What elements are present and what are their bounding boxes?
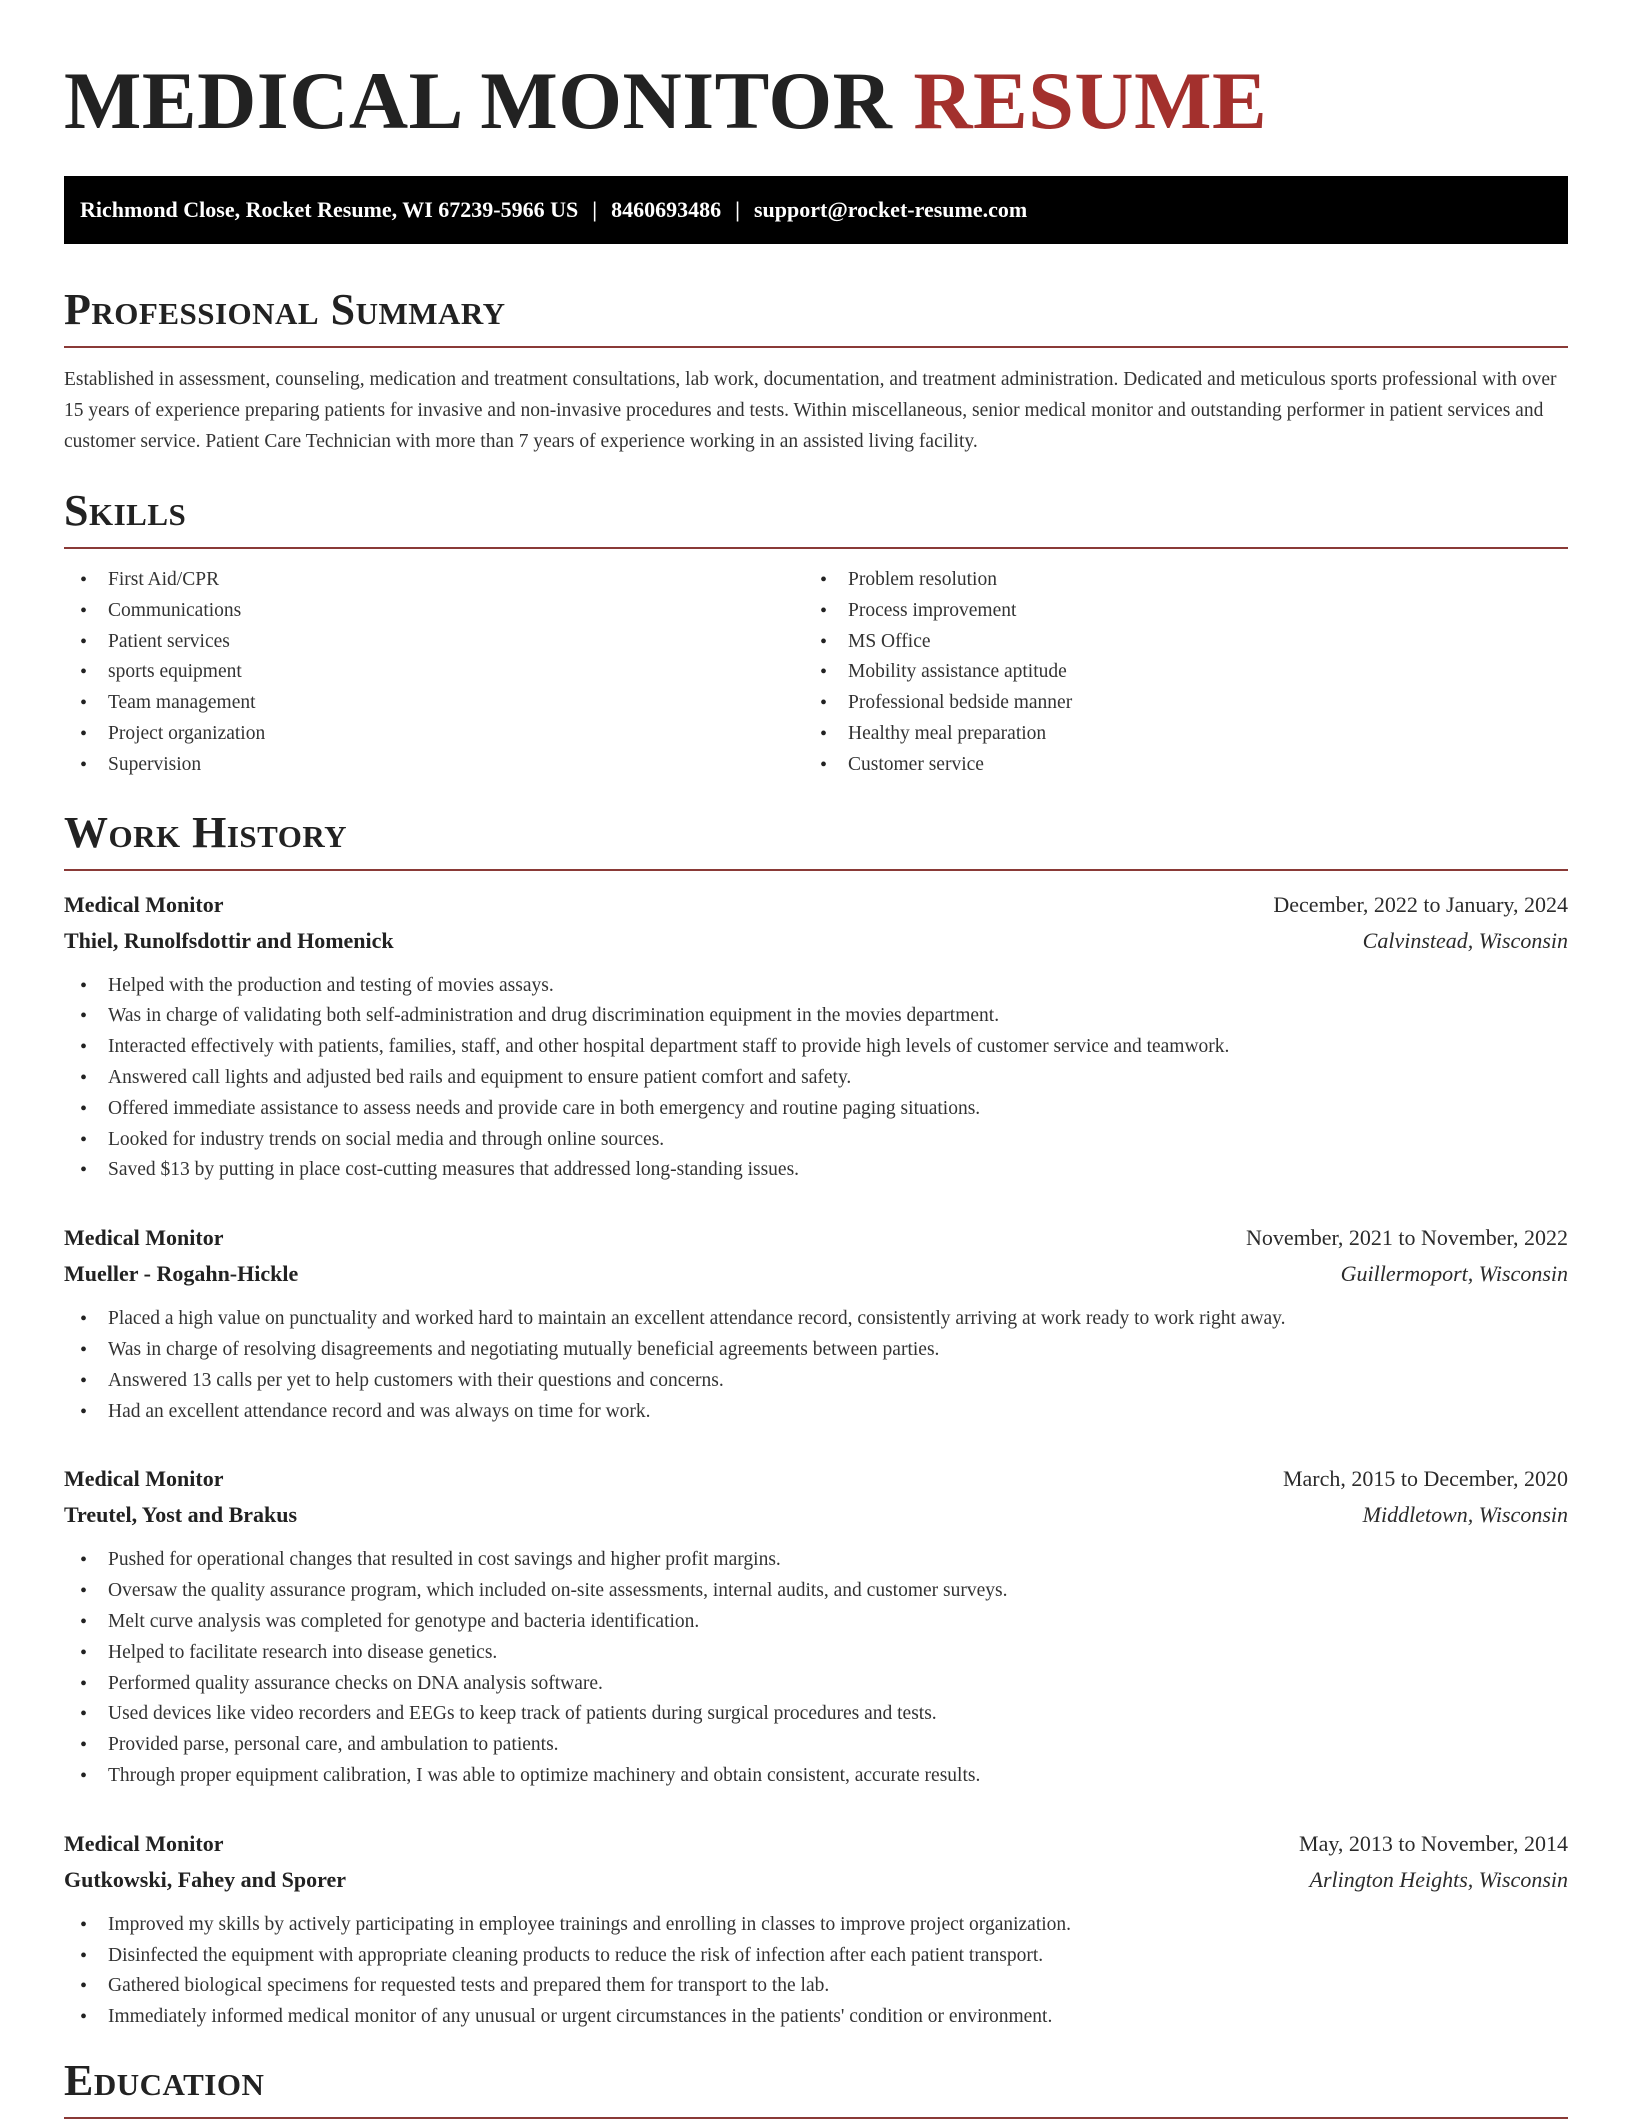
contact-address: Richmond Close, Rocket Resume, WI 67239-5966 US bbox=[80, 197, 579, 222]
job-bullet: • Immediately informed medical monitor of any unusual or urgent circumstances in the patients' condition or environment. bbox=[64, 2002, 1568, 2033]
job-bullet: • Offered immediate assistance to assess needs and provide care in both emergency and routine paging situations. bbox=[64, 1094, 1568, 1125]
job-bullet: • Interacted effectively with patients, families, staff, and other hospital department staff to provide high levels of customer service and teamwork. bbox=[64, 1032, 1568, 1063]
job-bullet: • Used devices like video recorders and EEGs to keep track of patients during surgical procedures and tests. bbox=[64, 1699, 1568, 1730]
skill-item: • Mobility assistance aptitude bbox=[804, 657, 1544, 688]
job-header-row bbox=[64, 1220, 1568, 1256]
summary-heading: Professional Summary bbox=[64, 284, 1568, 348]
job-dates: December, 2022 to January, 2024 bbox=[1273, 891, 1568, 917]
job-bullet: • Oversaw the quality assurance program, which included on-site assessments, internal audits, and customer surveys. bbox=[64, 1576, 1568, 1607]
job-title: Medical Monitor bbox=[64, 1466, 224, 1492]
job-entry bbox=[64, 1461, 1568, 1791]
job-bullets bbox=[64, 1304, 1568, 1427]
skill-item: • Healthy meal preparation bbox=[804, 719, 1544, 750]
job-bullet: • Had an excellent attendance record and was always on time for work. bbox=[64, 1397, 1568, 1428]
job-title: Medical Monitor bbox=[64, 891, 224, 917]
job-company: Thiel, Runolfsdottir and Homenick bbox=[64, 927, 394, 953]
skill-item: • First Aid/CPR bbox=[64, 565, 804, 596]
education-heading: Education bbox=[64, 2055, 1568, 2119]
job-company-row bbox=[64, 923, 1568, 959]
job-bullet: • Performed quality assurance checks on DNA analysis software. bbox=[64, 1669, 1568, 1700]
job-bullet: • Disinfected the equipment with appropriate cleaning products to reduce the risk of infection after each patient transport. bbox=[64, 1941, 1568, 1972]
contact-separator: | bbox=[592, 197, 598, 222]
job-bullet: • Answered 13 calls per yet to help customers with their questions and concerns. bbox=[64, 1366, 1568, 1397]
job-bullet: • Looked for industry trends on social media and through online sources. bbox=[64, 1125, 1568, 1156]
job-header-row bbox=[64, 1461, 1568, 1497]
job-header-row bbox=[64, 1826, 1568, 1862]
skill-item: • Professional bedside manner bbox=[804, 688, 1544, 719]
job-bullet: • Answered call lights and adjusted bed rails and equipment to ensure patient comfort and safety. bbox=[64, 1063, 1568, 1094]
job-entry bbox=[64, 1220, 1568, 1427]
job-entry bbox=[64, 887, 1568, 1187]
job-company: Treutel, Yost and Brakus bbox=[64, 1502, 298, 1528]
skill-item: • Supervision bbox=[64, 750, 804, 781]
job-location: Arlington Heights, Wisconsin bbox=[1309, 1866, 1568, 1892]
job-bullet: • Saved $13 by putting in place cost-cutting measures that addressed long-standing issues. bbox=[64, 1155, 1568, 1186]
skill-item: • Problem resolution bbox=[804, 565, 1544, 596]
skills-heading: Skills bbox=[64, 485, 1568, 549]
skill-item: • sports equipment bbox=[64, 657, 804, 688]
job-bullet: • Provided parse, personal care, and ambulation to patients. bbox=[64, 1730, 1568, 1761]
skill-item: • Team management bbox=[64, 688, 804, 719]
title-accent: RESUME bbox=[913, 55, 1268, 146]
job-company-row bbox=[64, 1256, 1568, 1292]
skill-item: • Project organization bbox=[64, 719, 804, 750]
job-bullet: • Helped to facilitate research into disease genetics. bbox=[64, 1638, 1568, 1669]
contact-bar bbox=[64, 176, 1568, 244]
job-header-row bbox=[64, 887, 1568, 923]
contact-separator: | bbox=[735, 197, 740, 222]
skills-list bbox=[64, 565, 1568, 781]
job-location: Calvinstead, Wisconsin bbox=[1362, 927, 1568, 953]
skill-item: • MS Office bbox=[804, 627, 1544, 658]
job-bullet: • Pushed for operational changes that resulted in cost savings and higher profit margins. bbox=[64, 1545, 1568, 1576]
job-company-row bbox=[64, 1497, 1568, 1533]
job-bullets bbox=[64, 971, 1568, 1187]
job-bullet: • Through proper equipment calibration, I was able to optimize machinery and obtain consistent, accurate results. bbox=[64, 1761, 1568, 1792]
job-dates: November, 2021 to November, 2022 bbox=[1245, 1225, 1568, 1251]
skills-column-right bbox=[804, 565, 1544, 781]
contact-email: support@rocket-resume.com bbox=[753, 197, 1028, 222]
contact-phone: 8460693486 bbox=[611, 197, 722, 222]
job-location: Guillermoport, Wisconsin bbox=[1340, 1261, 1568, 1287]
job-location: Middletown, Wisconsin bbox=[1362, 1502, 1568, 1528]
job-bullets bbox=[64, 1545, 1568, 1791]
job-dates: March, 2015 to December, 2020 bbox=[1282, 1466, 1568, 1492]
job-bullet: • Was in charge of validating both self-administration and drug discrimination equipment in the movies department. bbox=[64, 1001, 1568, 1032]
job-title: Medical Monitor bbox=[64, 1830, 224, 1856]
job-bullet: • Melt curve analysis was completed for genotype and bacteria identification. bbox=[64, 1607, 1568, 1638]
skill-item: • Process improvement bbox=[804, 596, 1544, 627]
skill-item: • Patient services bbox=[64, 627, 804, 658]
job-bullet: • Was in charge of resolving disagreements and negotiating mutually beneficial agreements between parties. bbox=[64, 1335, 1568, 1366]
job-bullet: • Placed a high value on punctuality and worked hard to maintain an excellent attendance record, consistently arriving at work ready to work right away. bbox=[64, 1304, 1568, 1335]
job-company: Mueller - Rogahn-Hickle bbox=[64, 1261, 299, 1287]
job-bullet: • Helped with the production and testing of movies assays. bbox=[64, 971, 1568, 1002]
job-bullets bbox=[64, 1910, 1568, 2033]
job-company: Gutkowski, Fahey and Sporer bbox=[64, 1866, 346, 1892]
skill-item: • Customer service bbox=[804, 750, 1544, 781]
summary-text: Established in assessment, counseling, medication and treatment consultations, lab work, documentation, and treatment administration. Dedicated and meticulous sports professional with over 15 years of experience preparing patients for invasive and non-invasive procedures and tests. Within miscellaneous, senior medical monitor and outstanding performer in patient services and customer service. Patient Care Technician with more than 7 years of experience working in an assisted living facility. bbox=[64, 369, 1557, 452]
title-main: MEDICAL MONITOR bbox=[64, 55, 893, 146]
job-entry bbox=[64, 1826, 1568, 2033]
skills-column-left bbox=[64, 565, 804, 781]
work-history-heading: Work History bbox=[64, 807, 1568, 871]
skill-item: • Communications bbox=[64, 596, 804, 627]
job-bullet: • Improved my skills by actively participating in employee trainings and enrolling in classes to improve project organization. bbox=[64, 1910, 1568, 1941]
job-bullet: • Gathered biological specimens for requested tests and prepared them for transport to the lab. bbox=[64, 1971, 1568, 2002]
job-dates: May, 2013 to November, 2014 bbox=[1299, 1830, 1568, 1856]
job-title: Medical Monitor bbox=[64, 1225, 224, 1251]
job-company-row bbox=[64, 1862, 1568, 1898]
resume-title bbox=[64, 0, 1568, 150]
